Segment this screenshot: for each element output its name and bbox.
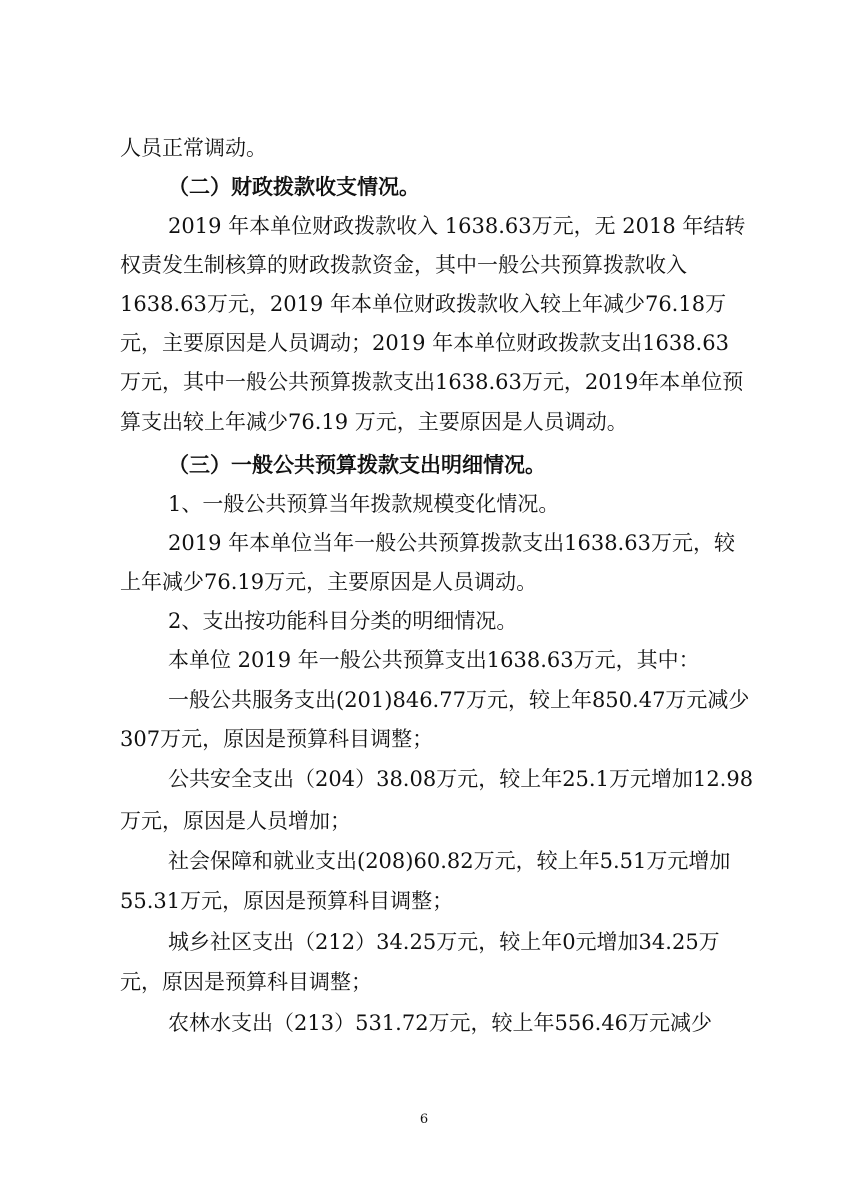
text-line: 一般公共服务支出(201)846.77万元，较上年850.47万元减少 bbox=[168, 688, 750, 712]
text-line: 2019 年本单位当年一般公共预算拨款支出1638.63万元，较 bbox=[168, 531, 735, 555]
text-line: 元，主要原因是人员调动；2019 年本单位财政拨款支出1638.63 bbox=[120, 331, 729, 355]
text-line: 307万元，原因是预算科目调整； bbox=[120, 727, 434, 751]
subsection-heading: 1、一般公共预算当年拨款规模变化情况。 bbox=[168, 492, 560, 516]
text-line: 公共安全支出（204）38.08万元，较上年25.1万元增加12.98 bbox=[168, 767, 754, 791]
subsection-heading: 2、支出按功能科目分类的明细情况。 bbox=[168, 609, 518, 633]
text-line: 万元，原因是人员增加； bbox=[120, 809, 351, 833]
text-line: 本单位 2019 年一般公共预算支出1638.63万元，其中： bbox=[168, 648, 700, 672]
text-line: 权责发生制核算的财政拨款资金，其中一般公共预算拨款收入 bbox=[120, 253, 687, 277]
text-line: 社会保障和就业支出(208)60.82万元，较上年5.51万元增加 bbox=[168, 849, 731, 873]
text-line: 算支出较上年减少76.19 万元，主要原因是人员调动。 bbox=[120, 410, 628, 434]
text-line: 农林水支出（213）531.72万元，较上年556.46万元减少 bbox=[168, 1011, 713, 1035]
text-line: 1638.63万元，2019 年本单位财政拨款收入较上年减少76.18万 bbox=[120, 292, 727, 316]
text-line: 55.31万元，原因是预算科目调整； bbox=[120, 889, 454, 913]
text-line: 万元，其中一般公共预算拨款支出1638.63万元，2019年本单位预 bbox=[120, 370, 744, 394]
text-line: 城乡社区支出（212）34.25万元，较上年0元增加34.25万 bbox=[168, 930, 720, 954]
text-line: 人员正常调动。 bbox=[120, 136, 267, 160]
text-line: 上年减少76.19万元，主要原因是人员调动。 bbox=[120, 570, 538, 594]
text-line: 2019 年本单位财政拨款收入 1638.63万元，无 2018 年结转 bbox=[168, 214, 746, 238]
page-number: 6 bbox=[419, 1112, 429, 1127]
section-heading: （三）一般公共预算拨款支出明细情况。 bbox=[168, 452, 546, 477]
text-line: 元，原因是预算科目调整； bbox=[120, 970, 372, 994]
section-heading: （二）财政拨款收支情况。 bbox=[168, 174, 420, 199]
